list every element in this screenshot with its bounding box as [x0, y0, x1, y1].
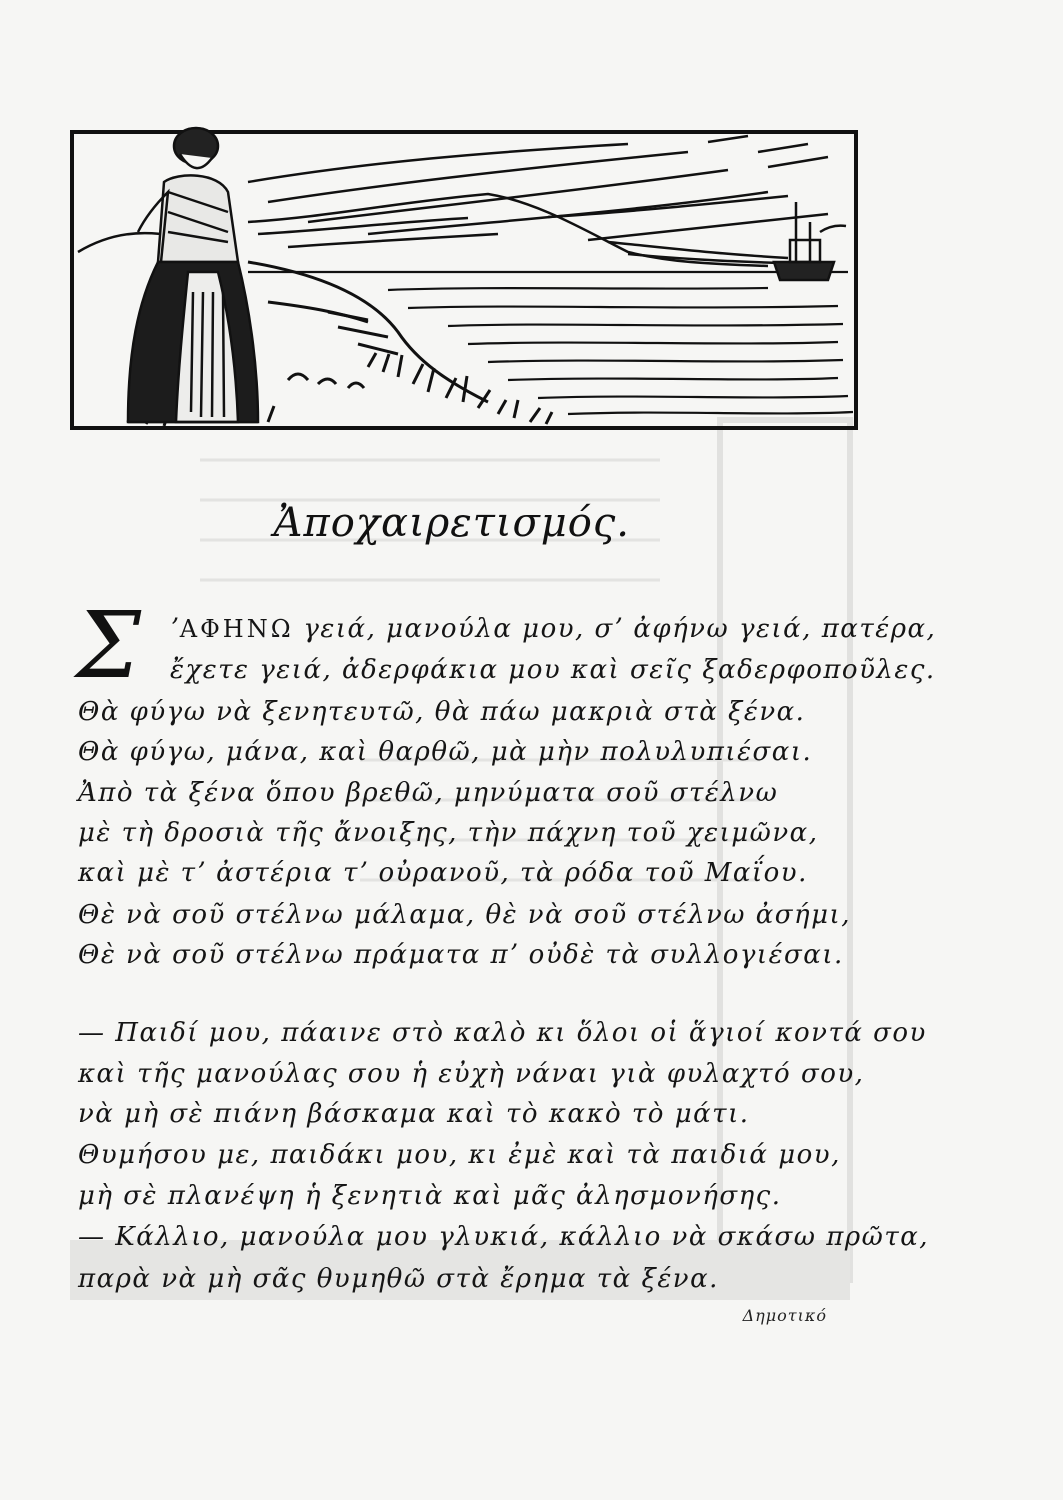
- poem-line: νὰ μὴ σὲ πιάνη βάσκαμα καὶ τὸ κακὸ τὸ μάτι.: [78, 1099, 750, 1129]
- poem-line: μὴ σὲ πλανέψη ἡ ξενητιὰ καὶ μᾶς ἀλησμονήσης.: [78, 1181, 782, 1211]
- poem-line: — Παιδί μου, πάαινε στὸ καλὸ κι ὅλοι οἱ ἅγιοί κοντά σου: [78, 1018, 927, 1048]
- poem-line: καὶ μὲ τʼ ἀστέρια τʼ οὐρανοῦ, τὰ ρόδα τοῦ Μαΐου.: [78, 858, 808, 888]
- poem-line: Θὲ νὰ σοῦ στέλνω πράματα πʼ οὐδὲ τὰ συλλογιέσαι.: [78, 940, 844, 970]
- poem-line: — Κάλλιο, μανούλα μου γλυκιά, κάλλιο νὰ σκάσω πρῶτα,: [78, 1222, 930, 1252]
- poem-line: Ἀπὸ τὰ ξένα ὅπου βρεθῶ, μηνύματα σοῦ στέλνω: [78, 778, 779, 808]
- drop-cap: Σ: [76, 592, 142, 699]
- woman-figure: [128, 128, 258, 422]
- poem-line: ʼΑΦΗΝΩ γειά, μανούλα μου, σʼ ἀφήνω γειά, πατέρα,: [170, 614, 937, 644]
- poem-line: Θὲ νὰ σοῦ στέλνω μάλαμα, θὲ νὰ σοῦ στέλνω ἀσήμι,: [78, 900, 851, 930]
- sea-waves: [248, 272, 853, 414]
- poem-line: Θὰ φύγω νὰ ξενητευτῶ, θὰ πάω μακριὰ στὰ ξένα.: [78, 697, 806, 727]
- poem-title: Ἀποχαιρετισμός.: [273, 500, 630, 546]
- sky-strokes: [248, 136, 828, 240]
- header-illustration: [68, 122, 860, 442]
- poem-line: μὲ τὴ δροσιὰ τῆς ἄνοιξης, τὴν πάχνη τοῦ χειμῶνα,: [78, 818, 819, 848]
- attribution: Δημοτικό: [742, 1306, 827, 1325]
- poem-line: Θὰ φύγω, μάνα, καὶ θαρθῶ, μὰ μὴν πολυλυπιέσαι.: [78, 737, 813, 767]
- steamship: [774, 202, 846, 280]
- poem-line: ἔχετε γειά, ἀδερφάκια μου καὶ σεῖς ξαδερφοποῦλες.: [170, 655, 936, 685]
- poem-line: Θυμήσου με, παιδάκι μου, κι ἐμὲ καὶ τὰ παιδιά μου,: [78, 1140, 841, 1170]
- poem-line: καὶ τῆς μανούλας σου ἡ εὐχὴ νάναι γιὰ φυλαχτό σου,: [78, 1059, 865, 1089]
- poem-line: παρὰ νὰ μὴ σᾶς θυμηθῶ στὰ ἔρημα τὰ ξένα.: [78, 1264, 719, 1294]
